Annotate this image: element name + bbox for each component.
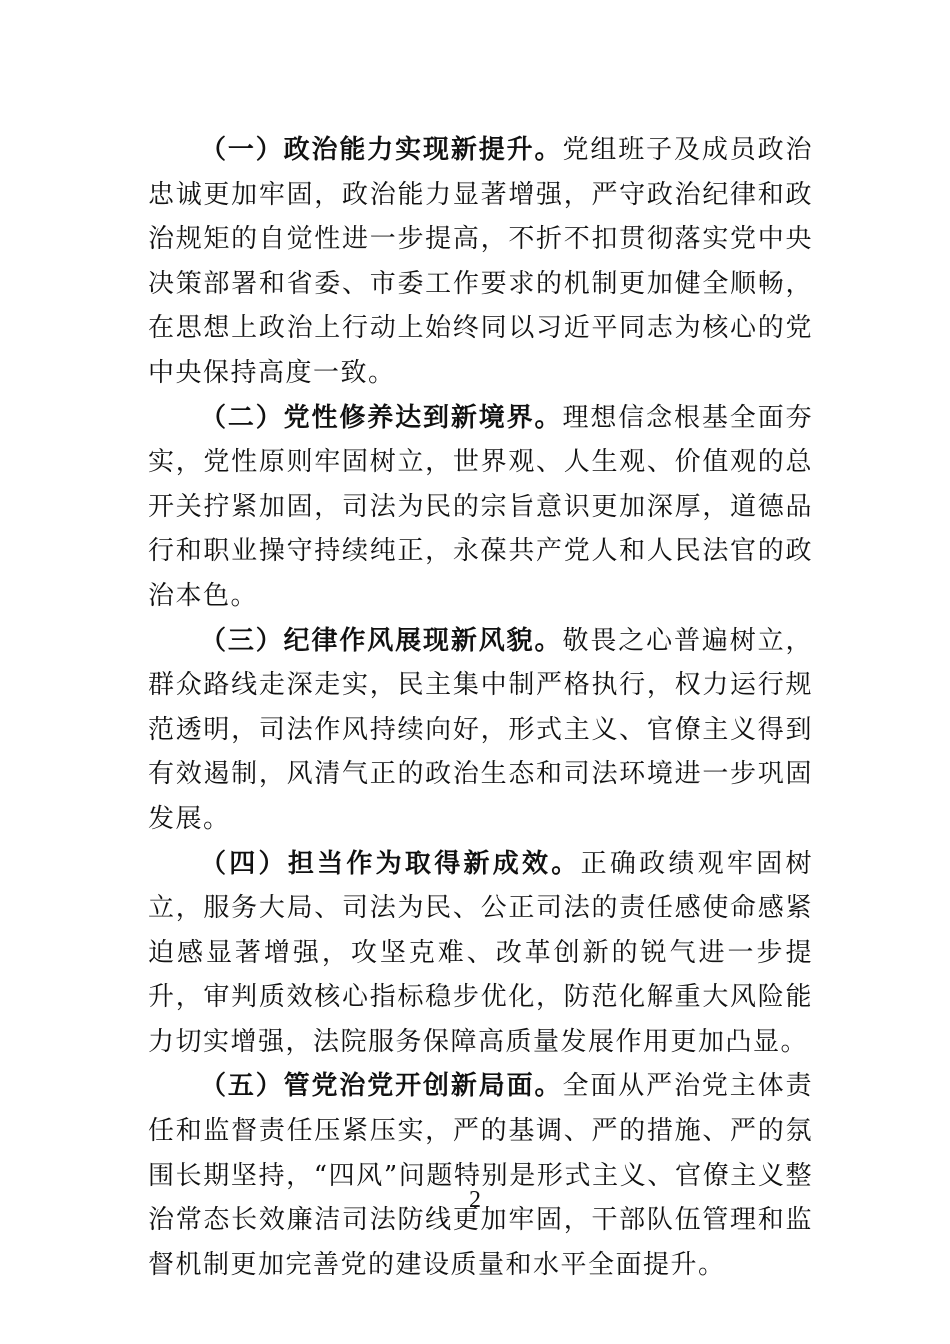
paragraph-2-heading: （二）党性修养达到新境界。 — [200, 402, 563, 433]
paragraph-1-text: 党组班子及成员政治忠诚更加牢固，政治能力显著增强，严守政治纪律和政治规矩的自觉性进一步提高，不折不扣贯彻落实党中央决策部署和省委、市委工作要求的机制更加健全顺畅，在思想上政治上行动上始终同以习近平同志为核心的党中央保持高度一致。 — [148, 135, 813, 388]
paragraph-4-text: 正确政绩观牢固树立，服务大局、司法为民、公正司法的责任感使命感紧迫感显著增强，攻坚克难、改革创新的锐气进一步提升，审判质效核心指标稳步优化，防范化解重大风险能力切实增强，法院服务保障高质量发展作用更加凸显。 — [148, 848, 813, 1057]
paragraph-3 — [148, 619, 813, 842]
paragraph-5-text: 全面从严治党主体责任和监督责任压紧压实，严的基调、严的措施、严的氛围长期坚持，“四风”问题特别是形式主义、官僚主义整治常态长效廉洁司法防线更加牢固，干部队伍管理和监督机制更加完善党的建设质量和水平全面提升。 — [148, 1071, 813, 1280]
paragraph-5-heading: （五）管党治党开创新局面。 — [200, 1071, 563, 1102]
paragraph-4 — [148, 842, 813, 1065]
document-body — [148, 128, 813, 1287]
paragraph-4-heading: （四）担当作为取得新成效。 — [200, 848, 581, 879]
paragraph-3-text: 敬畏之心普遍树立，群众路线走深走实，民主集中制严格执行，权力运行规范透明，司法作风持续向好，形式主义、官僚主义得到有效遏制，风清气正的政治生态和司法环境进一步巩固发展。 — [148, 625, 813, 834]
paragraph-3-heading: （三）纪律作风展现新风貌。 — [200, 625, 563, 656]
paragraph-1 — [148, 128, 813, 396]
paragraph-5 — [148, 1064, 813, 1287]
page-number: 2 — [469, 1187, 481, 1213]
paragraph-1-heading: （一）政治能力实现新提升。 — [200, 135, 563, 165]
paragraph-2 — [148, 396, 813, 619]
paragraph-2-text: 理想信念根基全面夯实，党性原则牢固树立，世界观、人生观、价值观的总开关拧紧加固，司法为民的宗旨意识更加深厚，道德品行和职业操守持续纯正，永葆共产党人和人民法官的政治本色。 — [148, 402, 813, 611]
